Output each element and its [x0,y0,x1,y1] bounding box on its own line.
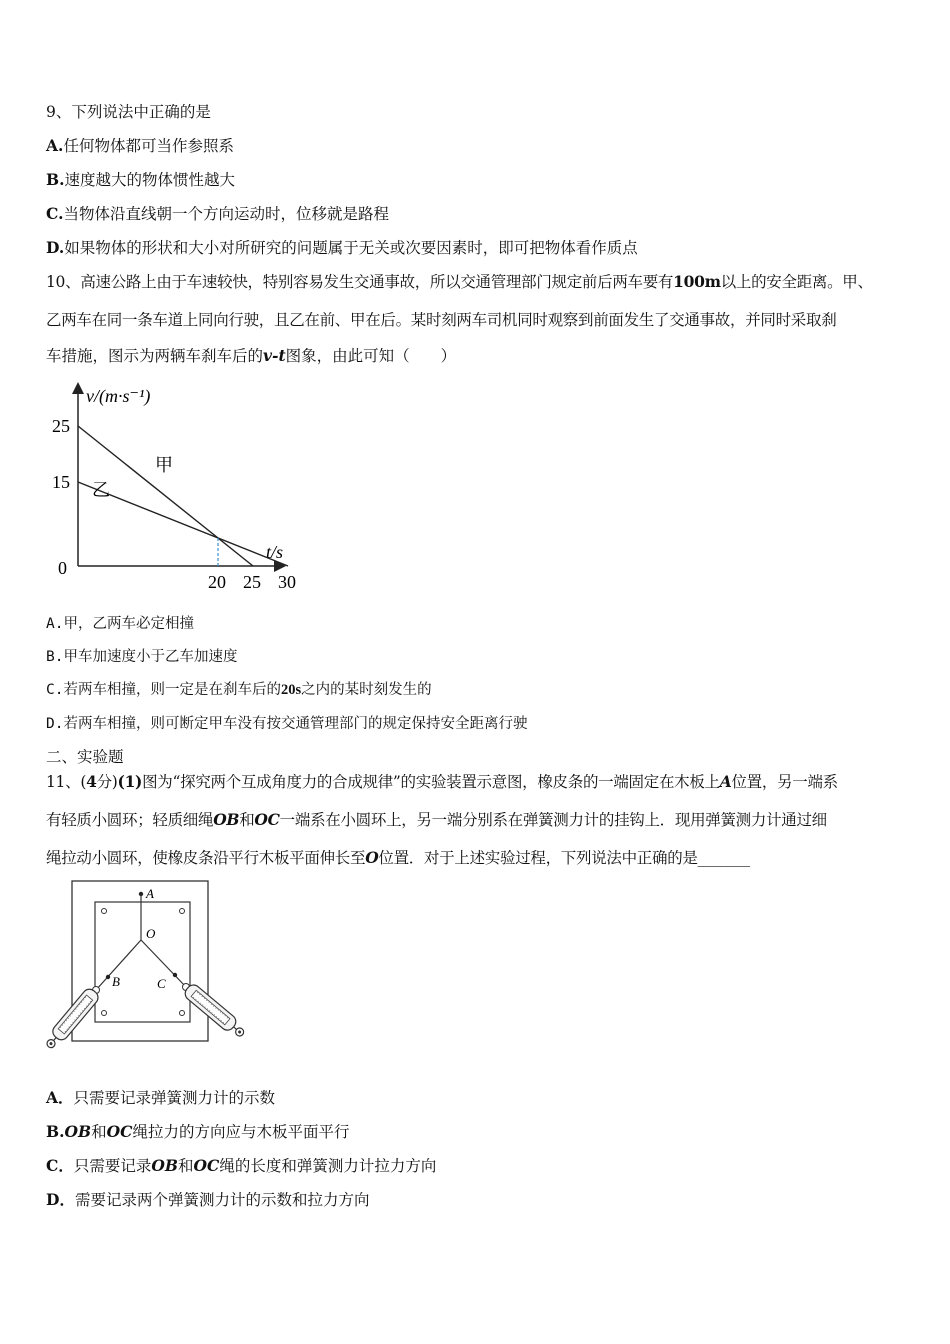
q10-stem-line2: 乙两车在同一条车道上同向行驶，且乙在前、甲在后。某时刻两车司机同时观察到前面发生了交通事故，并同时采取刹 [46,311,837,329]
text: 车措施，图示为两辆车刹车后的 [46,347,264,365]
spring-scale-right [182,982,247,1041]
option-text: 任何物体都可当作参照系 [63,137,234,155]
pin [180,909,185,914]
series-label-jia: 甲 [155,454,173,475]
variable: v-t [263,346,286,365]
variable: OC [193,1156,220,1175]
text: 图象，由此可知（ ） [285,347,457,365]
option-text: 和 [177,1157,194,1175]
sub-number: (1) [117,772,143,791]
series-label-yi: 乙 [92,480,110,500]
text: 一端系在小圆环上，另一端分别系在弹簧测力计的挂钩上．现用弹簧测力计通过细 [279,811,827,829]
variable: A [719,772,732,791]
variable: OC [254,810,280,829]
q11-line3 [46,848,750,868]
board-paper [95,902,190,1022]
option-letter: C. [46,682,64,698]
q10-stem-line3 [46,346,456,366]
text: 位置．对于上述实验过程，下列说法中正确的是 [378,849,698,867]
board-outer [72,881,208,1041]
variable: OC [106,1122,133,1141]
option-text: 甲，乙两车必定相撞 [63,616,194,632]
text: 有轻质小圆环；轻质细绳 [46,811,214,829]
option-letter: B. [46,170,65,189]
point-b [106,975,110,979]
text: 图为“探究两个互成角度力的合成规律”的实验装置示意图，橡皮条的一端固定在木板上 [142,773,720,791]
y-ticks [52,416,70,492]
option-text: 和 [91,1123,107,1141]
option-letter: A． [46,1088,74,1107]
option-text: 甲车加速度小于乙车加速度 [63,649,238,665]
text: 绳拉动小圆环，使橡皮条沿平行木板平面伸长至 [46,849,366,867]
q9-stem: 9、下列说法中正确的是 [46,103,211,121]
option-letter: C. [46,204,64,223]
option-letter: D. [46,716,64,732]
q9-option-b [46,170,235,190]
point-c [173,973,177,977]
label-c: C [157,976,166,991]
option-text: 需要记录两个弹簧测力计的示数和拉力方向 [74,1191,370,1209]
q11-option-a [46,1088,275,1108]
text: 和 [239,811,255,829]
q11-option-b [46,1122,349,1142]
option-text: 若两车相撞，则一定是在刹车后的 [63,682,281,698]
option-letter: D. [46,238,65,257]
option-letter: B. [46,1122,65,1141]
x-ticks [208,572,296,592]
option-text: 如果物体的形状和大小对所研究的问题属于无关或次要因素时，即可把物体看作质点 [64,239,638,257]
x-axis-label: t/s [266,542,284,562]
section-title: 二、实验题 [46,748,124,766]
label-b: B [112,974,120,989]
option-letter: A. [46,616,64,632]
q9-option-d [46,238,638,258]
x-tick-label: 20 [208,572,226,592]
pin [102,909,107,914]
variable: OB [151,1156,178,1175]
q9-option-c [46,204,389,224]
x-tick-label: 30 [278,572,296,592]
variable: OB [64,1122,92,1141]
text: ) [111,773,118,791]
score: 4 [86,772,97,791]
option-letter: B. [46,649,64,665]
text: 11、( [46,773,87,791]
option-text: 绳拉力的方向应与木板平面平行 [132,1123,350,1141]
y-tick-label: 25 [52,416,70,436]
answer-blank: _______ [697,849,750,867]
option-text: 绳的长度和弹簧测力计拉力方向 [219,1157,437,1175]
y-tick-label: 15 [52,472,70,492]
y-axis-label: v/(m·s⁻¹) [86,386,151,406]
x-tick-label: 25 [243,572,261,592]
experiment-figure [44,876,250,1056]
label-a: A [146,886,154,901]
q11-line2 [46,810,827,830]
option-letter: A. [46,136,64,155]
text: 分 [96,773,112,791]
option-letter: C． [46,1156,74,1175]
option-text: 之内的某时刻发生的 [301,682,432,698]
q11-option-d [46,1190,369,1210]
series-group [78,426,288,566]
q9-option-a [46,136,234,156]
q11-option-c [46,1156,436,1176]
q10-option-c [46,680,432,700]
text: 以上的安全距离。甲、 [720,273,873,291]
label-o: O [146,926,156,941]
option-text: 当物体沿直线朝一个方向运动时，位移就是路程 [63,205,389,223]
origin-label: 0 [58,558,67,578]
option-letter: D． [46,1190,75,1209]
pin [102,1011,107,1016]
option-text: 若两车相撞，则可断定甲车没有按交通管理部门的规定保持安全距离行驶 [63,716,528,732]
option-text: 速度越大的物体惯性越大 [64,171,236,189]
q10-option-a [46,614,194,634]
q10-option-b [46,647,237,667]
option-text: 只需要记录 [73,1157,152,1175]
text: 10、高速公路上由于车速较快，特别容易发生交通事故，所以交通管理部门规定前后两车要有 [46,273,674,291]
q10-option-d [46,714,527,734]
option-text: 只需要记录弹簧测力计的示数 [73,1089,276,1107]
time-value: 20s [280,682,302,698]
pin [180,1011,185,1016]
q10-stem-line1 [46,272,873,292]
q11-line1 [46,772,838,792]
text: 位置，另一端系 [731,773,838,791]
distance-value: 100m [673,272,721,291]
variable: O [365,848,379,867]
vt-chart [40,378,300,594]
variable: OB [213,810,240,829]
